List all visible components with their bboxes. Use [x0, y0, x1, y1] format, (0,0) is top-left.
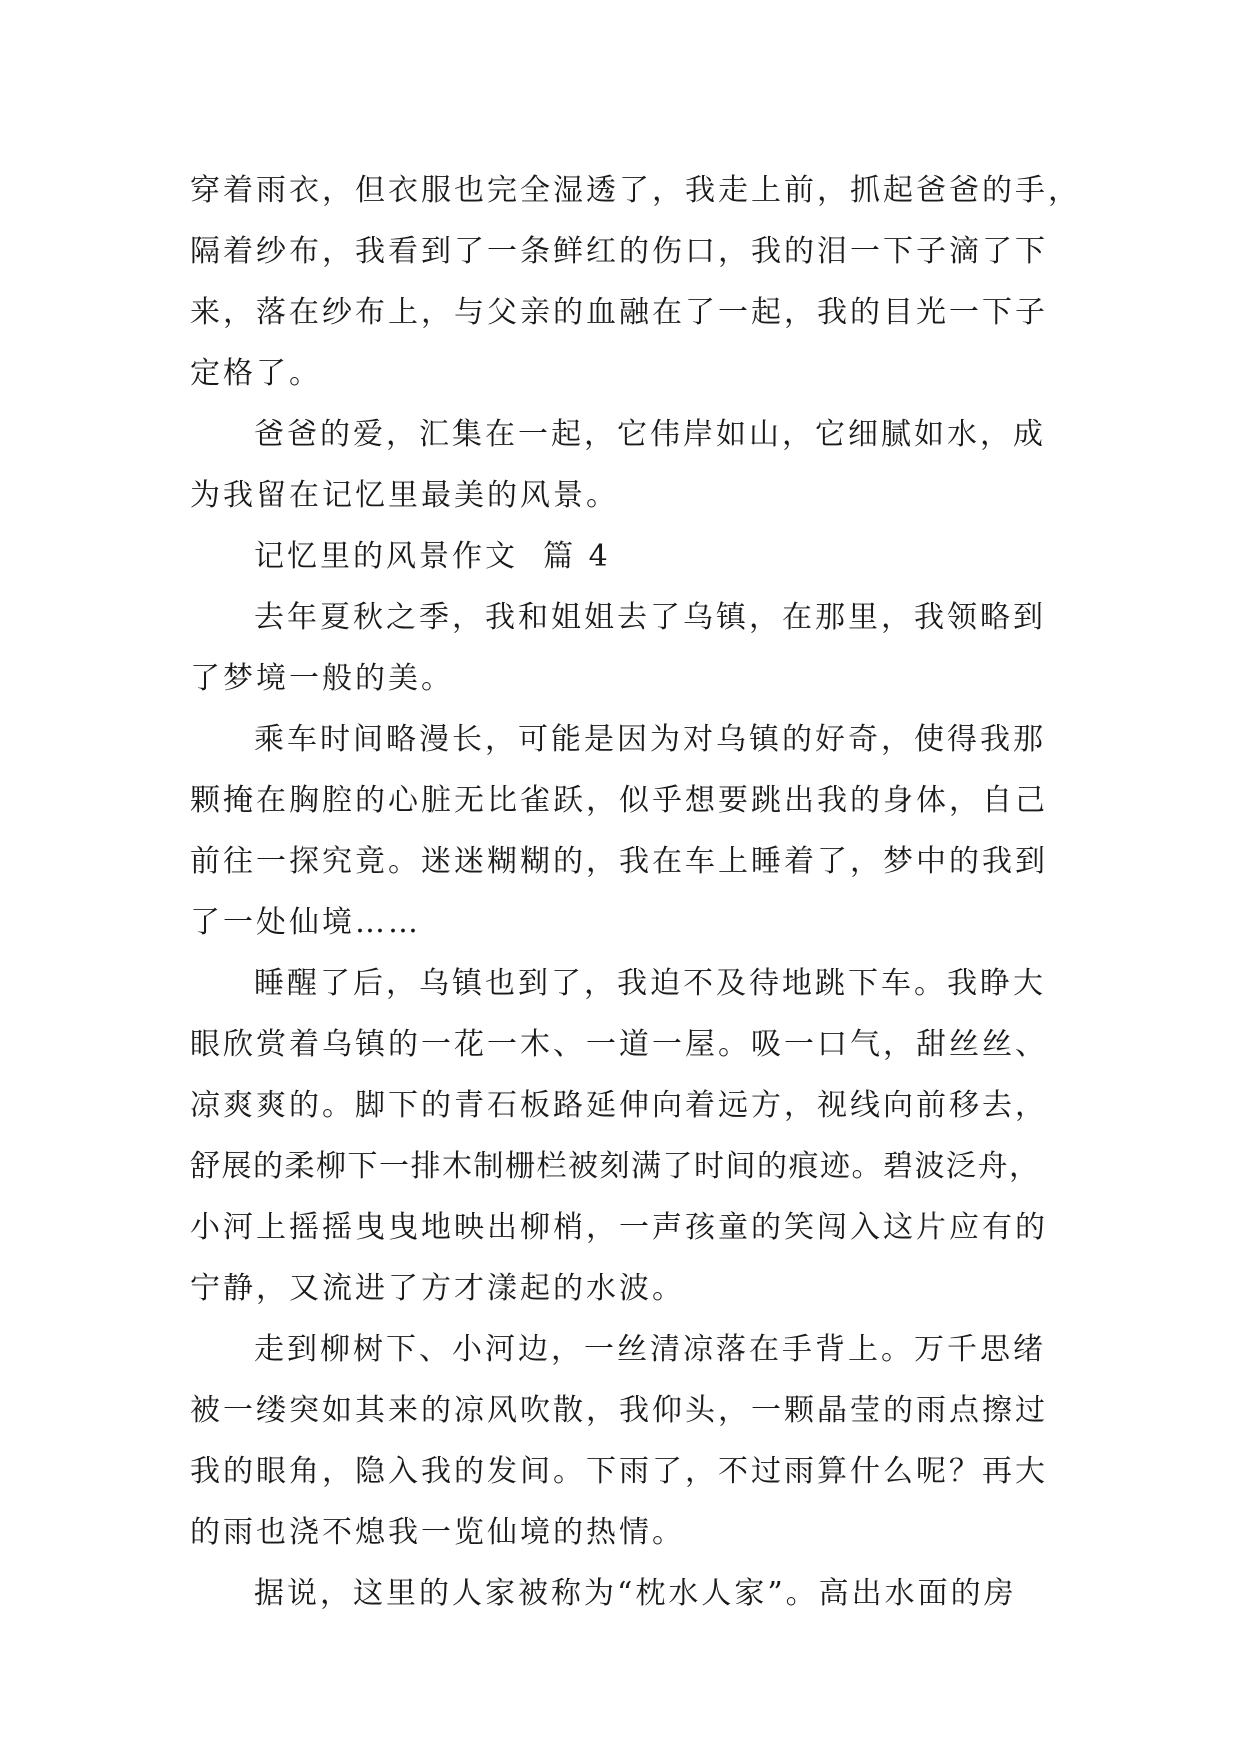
- text-line: 前往一探究竟。迷迷糊糊的，我在车上睡着了，梦中的我到: [190, 844, 1048, 879]
- text-line: 定格了。: [190, 356, 322, 391]
- text-line: 小河上摇摇曳曳地映出柳梢，一声孩童的笑闯入这片应有的: [190, 1210, 1048, 1245]
- section-heading: 记忆里的风景作文 篇 4: [254, 539, 611, 574]
- text-line: 为我留在记忆里最美的风景。: [190, 478, 619, 513]
- text-line: 眼欣赏着乌镇的一花一木、一道一屋。吸一口气，甜丝丝、: [190, 1027, 1048, 1062]
- paragraph-start-line: 走到柳树下、小河边，一丝清凉落在手背上。万千思绪: [254, 1332, 1046, 1367]
- text-line: 被一缕突如其来的凉风吹散，我仰头，一颗晶莹的雨点擦过: [190, 1393, 1048, 1428]
- text-line: 舒展的柔柳下一排木制栅栏被刻满了时间的痕迹。碧波泛舟，: [190, 1149, 1041, 1184]
- text-line: 穿着雨衣，但衣服也完全湿透了，我走上前，抓起爸爸的手，: [190, 173, 1081, 208]
- text-line: 颗掩在胸腔的心脏无比雀跃，似乎想要跳出我的身体，自己: [190, 783, 1048, 818]
- text-line: 了一处仙境……: [190, 905, 421, 940]
- text-line: 来，落在纱布上，与父亲的血融在了一起，我的目光一下子: [190, 295, 1048, 330]
- text-line: 凉爽爽的。脚下的青石板路延伸向着远方，视线向前移去，: [190, 1088, 1048, 1123]
- text-line: 宁静，又流进了方才漾起的水波。: [190, 1271, 685, 1306]
- text-line: 的雨也浇不熄我一览仙境的热情。: [190, 1515, 685, 1550]
- paragraph-start-line: 去年夏秋之季，我和姐姐去了乌镇，在那里，我领略到: [254, 600, 1046, 635]
- paragraph-start-line: 睡醒了后，乌镇也到了，我迫不及待地跳下车。我睁大: [254, 966, 1046, 1001]
- text-line: 了梦境一般的美。: [190, 661, 454, 696]
- text-line: 隔着纱布，我看到了一条鲜红的伤口，我的泪一下子滴了下: [190, 234, 1048, 269]
- paragraph-start-line: 乘车时间略漫长，可能是因为对乌镇的好奇，使得我那: [254, 722, 1046, 757]
- paragraph-start-line: 爸爸的爱，汇集在一起，它伟岸如山，它细腻如水，成: [254, 417, 1046, 452]
- paragraph-start-line: 据说，这里的人家被称为“枕水人家”。高出水面的房: [254, 1576, 1017, 1611]
- essay-body: [190, 160, 1081, 1624]
- text-line: 我的眼角，隐入我的发间。下雨了，不过雨算什么呢？再大: [190, 1454, 1048, 1489]
